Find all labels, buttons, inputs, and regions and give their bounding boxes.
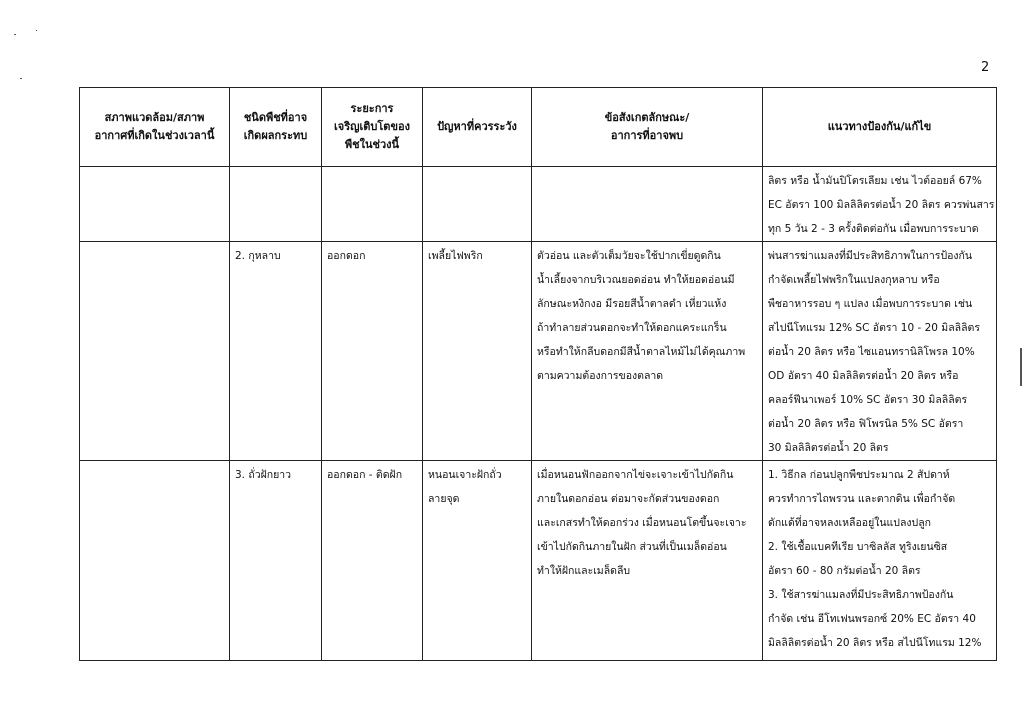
table-cell	[230, 461, 322, 661]
cell-text-line: 1. วิธีกล ก่อนปลูกพืชประมาณ 2 สัปดาห์	[768, 469, 950, 481]
scan-mark	[1020, 348, 1022, 386]
pest-table	[79, 87, 997, 661]
cell-text-line: เข้าไปกัดกินภายในฝัก ส่วนที่เป็นเมล็ดอ่อน	[537, 541, 727, 553]
cell-text-line: ทำให้ฝักและเมล็ดลีบ	[537, 565, 631, 577]
cell-text-line: ลิตร หรือ น้ำมันปิโตรเลียม เช่น ไวต์ออยล์ 67%	[768, 175, 982, 187]
table-cell	[322, 167, 423, 242]
cell-text-line: 30 มิลลิลิตรต่อน้ำ 20 ลิตร	[768, 442, 889, 454]
table-header-row	[80, 88, 997, 167]
cell-text-line: กำจัด เช่น อีโทเฟนพรอกซ์ 20% EC อัตรา 40	[768, 613, 976, 625]
cell-text-line: ถ้าทำลายส่วนดอกจะทำให้ดอกแคระแกร็น	[537, 322, 727, 334]
table-cell	[763, 167, 997, 242]
column-header	[423, 88, 532, 167]
cell-text-line: ออกดอก	[327, 250, 366, 262]
table-cell	[80, 461, 230, 661]
header-line: ระยะการ	[350, 102, 394, 115]
header-line: เจริญเติบโตของ	[334, 120, 410, 133]
column-header	[230, 88, 322, 167]
table-cell	[423, 242, 532, 461]
cell-text-line: ทุก 5 วัน 2 - 3 ครั้งติดต่อกัน เมื่อพบการระบาด	[768, 223, 979, 235]
cell-text-line: มิลลิลิตรต่อน้ำ 20 ลิตร หรือ สไปนีโทแรม 12%	[768, 637, 982, 649]
column-header	[763, 88, 997, 167]
cell-text-line: ต่อน้ำ 20 ลิตร หรือ ไซแอนทรานิลิโพรล 10%	[768, 346, 975, 358]
cell-text-line: ควรทำการไถพรวน และตากดิน เพื่อกำจัด	[768, 493, 956, 505]
table-body	[80, 167, 997, 661]
cell-text-line: ต่อน้ำ 20 ลิตร หรือ ฟิโพรนิล 5% SC อัตรา	[768, 418, 964, 430]
cell-text-line: กำจัดเพลี้ยไฟพริกในแปลงกุหลาบ หรือ	[768, 274, 940, 286]
table-cell	[80, 167, 230, 242]
cell-text-line: คลอร์ฟีนาเพอร์ 10% SC อัตรา 30 มิลลิลิตร	[768, 394, 968, 406]
column-header	[532, 88, 763, 167]
column-header	[80, 88, 230, 167]
header-line: ปัญหาที่ควรระวัง	[437, 120, 517, 133]
table-row	[80, 461, 997, 661]
cell-text-line: หนอนเจาะฝักถั่ว	[428, 469, 502, 481]
table-cell	[80, 242, 230, 461]
header-line: แนวทางป้องกัน/แก้ไข	[827, 120, 932, 133]
header-line: พืชในช่วงนี้	[344, 138, 400, 151]
cell-text-line: เมื่อหนอนฟักออกจากไข่จะเจาะเข้าไปกัดกิน	[537, 469, 734, 481]
cell-text-line: เพลี้ยไฟพริก	[428, 250, 483, 262]
cell-text-line: 2. กุหลาบ	[235, 250, 281, 262]
table-row	[80, 242, 997, 461]
table-cell	[322, 461, 423, 661]
table-cell	[532, 167, 763, 242]
cell-text-line: ลักษณะหงิกงอ มีรอยสีน้ำตาลดำ เหี่ยวแห้ง	[537, 298, 727, 310]
page-number: 2	[981, 60, 990, 75]
cell-text-line: พืชอาหารรอบ ๆ แปลง เมื่อพบการระบาด เช่น	[768, 298, 973, 310]
table-cell	[423, 461, 532, 661]
header-line: อากาศที่เกิดในช่วงเวลานี้	[94, 129, 215, 142]
cell-text-line: พ่นสารฆ่าแมลงที่มีประสิทธิภาพในการป้องกัน	[768, 250, 973, 262]
header-line: ข้อสังเกตลักษณะ/	[604, 111, 690, 124]
cell-text-line: ภายในดอกอ่อน ต่อมาจะกัดส่วนของดอก	[537, 493, 720, 505]
table-row	[80, 167, 997, 242]
table-cell	[423, 167, 532, 242]
cell-text-line: 3. ถั่วฝักยาว	[235, 469, 292, 481]
cell-text-line: ตัวอ่อน และตัวเต็มวัยจะใช้ปากเขี่ยดูดกิน	[537, 250, 721, 262]
column-header	[322, 88, 423, 167]
table-cell	[763, 242, 997, 461]
cell-text-line: และเกสรทำให้ดอกร่วง เมื่อหนอนโตขึ้นจะเจาะ	[537, 517, 747, 529]
cell-text-line: ออกดอก - ติดฝัก	[327, 469, 403, 481]
cell-text-line: ดักแด้ที่อาจหลงเหลืออยู่ในแปลงปลูก	[768, 517, 931, 529]
table-cell	[532, 461, 763, 661]
cell-text-line: อัตรา 60 - 80 กรัมต่อน้ำ 20 ลิตร	[768, 565, 921, 577]
table-cell	[532, 242, 763, 461]
cell-text-line: หรือทำให้กลีบดอกมีสีน้ำตาลไหม้ไม่ได้คุณภาพ	[537, 346, 746, 358]
header-line: สภาพแวดล้อม/สภาพ	[104, 111, 205, 124]
cell-text-line: 3. ใช้สารฆ่าแมลงที่มีประสิทธิภาพป้องกัน	[768, 589, 954, 601]
cell-text-line: ลายจุด	[428, 493, 460, 505]
header-line: เกิดผลกระทบ	[243, 129, 308, 142]
cell-text-line: 2. ใช้เชื้อแบคทีเรีย บาซิลลัส ทูริงเยนซิส	[768, 541, 948, 553]
header-line: อาการที่อาจพบ	[610, 129, 684, 142]
table-cell	[763, 461, 997, 661]
table-cell	[230, 167, 322, 242]
header-line: ชนิดพืชที่อาจ	[243, 111, 308, 124]
cell-text-line: น้ำเลี้ยงจากบริเวณยอดอ่อน ทำให้ยอดอ่อนมี	[537, 274, 735, 286]
cell-text-line: OD อัตรา 40 มิลลิลิตรต่อน้ำ 20 ลิตร หรือ	[768, 370, 959, 382]
cell-text-line: EC อัตรา 100 มิลลิลิตรต่อน้ำ 20 ลิตร ควรพ่นสาร	[768, 199, 995, 211]
cell-text-line: ตามความต้องการของตลาด	[537, 370, 664, 382]
table-cell	[230, 242, 322, 461]
table-cell	[322, 242, 423, 461]
cell-text-line: สไปนีโทแรม 12% SC อัตรา 10 - 20 มิลลิลิตร	[768, 322, 980, 334]
